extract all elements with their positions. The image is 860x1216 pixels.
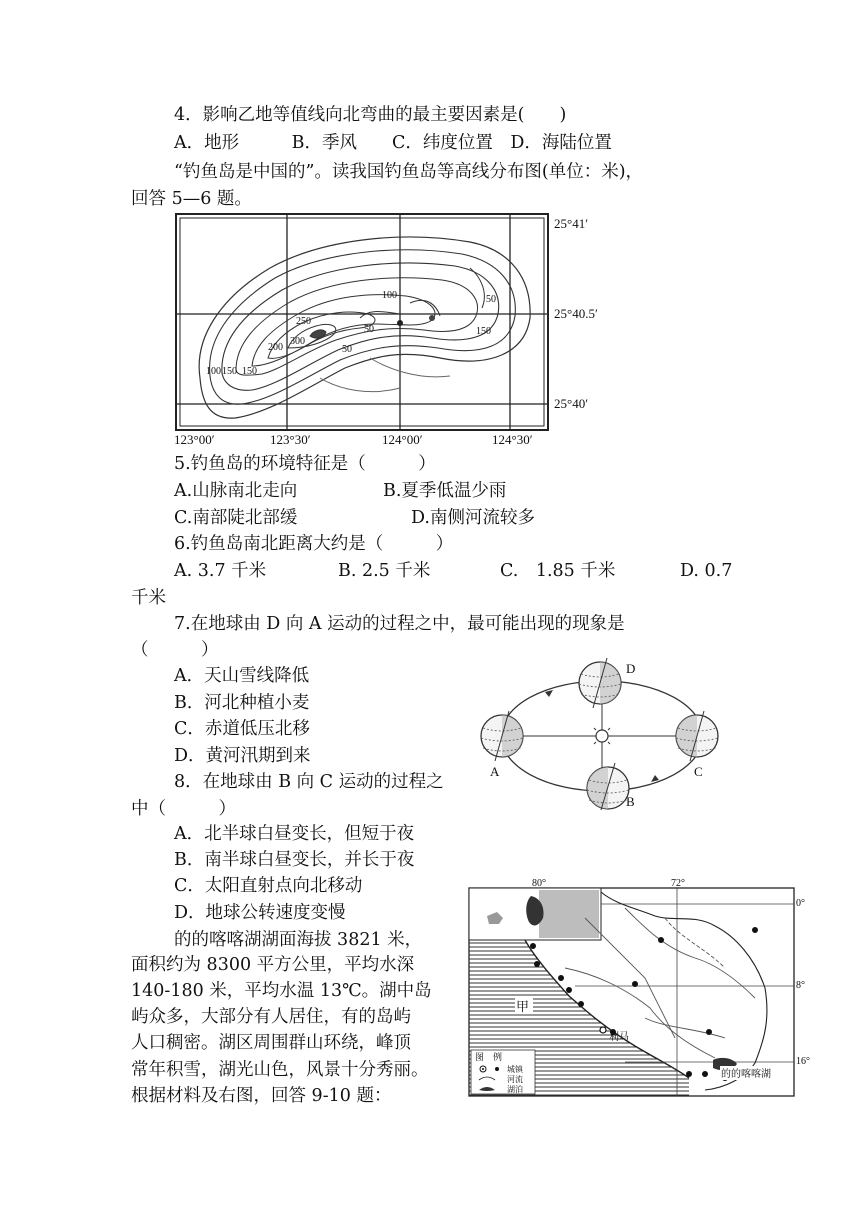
city-label-lima: 利马 xyxy=(609,1032,629,1043)
contour-label: 150 xyxy=(476,326,491,337)
sun-icon xyxy=(590,724,614,748)
lon-label-72: 72° xyxy=(671,878,685,889)
q5-option-b: B.夏季低温少雨 xyxy=(383,481,507,501)
passage-line4: 屿众多，大部分有人居住，有的岛屿 xyxy=(131,1007,411,1027)
q8-stem-cont: 中（ ） xyxy=(131,799,236,819)
lat-label: 25°40′ xyxy=(554,396,589,411)
passage-line5: 人口稠密。湖区周围群山环绕，峰顶 xyxy=(131,1033,411,1053)
earth-position-c xyxy=(676,711,718,761)
passage-line3: 140-180 米，平均水温 13℃。湖中岛 xyxy=(131,981,432,1001)
lon-label: 123°00′ xyxy=(174,432,215,447)
q5-option-d: D.南侧河流较多 xyxy=(411,508,535,528)
q8-option-c: C．太阳直射点向北移动 xyxy=(174,876,363,896)
legend-item: 湖泊 xyxy=(507,1085,523,1094)
passage-line6: 常年积雪，湖光山色，风景十分秀丽。 xyxy=(131,1060,429,1080)
lat-label: 25°40.5′ xyxy=(554,306,598,321)
q7-stem: 7.在地球由 D 向 A 运动的过程之中，最可能出现的现象是 xyxy=(174,614,625,634)
earth-position-d xyxy=(579,658,621,708)
contour-label: 100 xyxy=(206,366,221,377)
contour-label: 50 xyxy=(364,324,374,335)
q7-stem-cont: （ ） xyxy=(131,640,219,660)
lake-label: 的的喀喀湖 xyxy=(721,1069,771,1080)
q4-stem: 4．影响乙地等值线向北弯曲的最主要因素是( ) xyxy=(174,105,567,125)
orbit-label-c: C xyxy=(694,764,703,779)
q7-option-c: C．赤道低压北移 xyxy=(174,719,310,739)
passage-line1: 的的喀喀湖湖面海拔 3821 米， xyxy=(174,930,423,950)
peru-titicaca-map xyxy=(465,878,815,1100)
passage-line7: 根据材料及右图，回答 9-10 题： xyxy=(131,1086,392,1106)
lon-label: 124°30′ xyxy=(492,432,533,447)
orbit-label-b: B xyxy=(626,794,635,809)
orbit-label-d: D xyxy=(626,661,636,676)
contour-label: 200 xyxy=(268,342,283,353)
q5-option-c: C.南部陡北部缓 xyxy=(174,508,298,528)
ocean-label: 甲 xyxy=(516,999,530,1014)
lat-label: 25°41′ xyxy=(554,216,589,231)
lon-label: 123°30′ xyxy=(270,432,311,447)
legend-title: 图 例 xyxy=(475,1052,503,1062)
q6-option-c: C. 1.85 千米 xyxy=(500,561,616,581)
q6-option-a: A. 3.7 千米 xyxy=(174,561,267,581)
q7-option-d: D．黄河汛期到来 xyxy=(174,746,311,766)
q5-stem: 5.钓鱼岛的环境特征是（ ） xyxy=(174,454,436,474)
q7-option-a: A．天山雪线降低 xyxy=(174,666,310,686)
q6-option-d-cont: 千米 xyxy=(131,588,166,608)
contour-label: 150 xyxy=(242,366,257,377)
legend-item: 河流 xyxy=(507,1075,523,1084)
diaoyu-contour-map xyxy=(170,208,630,448)
lon-label-80: 80° xyxy=(532,878,546,889)
earth-position-b xyxy=(587,763,629,810)
q8-stem: 8．在地球由 B 向 C 运动的过程之 xyxy=(174,772,444,792)
q6-option-d: D. 0.7 xyxy=(680,561,733,581)
earth-position-a xyxy=(481,711,523,761)
lat-label-0: 0° xyxy=(796,898,805,909)
legend-item: 城镇 xyxy=(507,1065,523,1074)
contour-label: 100 xyxy=(382,290,397,301)
map-legend xyxy=(471,1050,535,1094)
q6-option-b: B. 2.5 千米 xyxy=(338,561,431,581)
q7-option-b: B．河北种植小麦 xyxy=(174,693,310,713)
contour-label: 250 xyxy=(296,316,311,327)
lat-label-8: 8° xyxy=(796,980,805,991)
intro-5-6-line2: 回答 5—6 题。 xyxy=(131,189,252,209)
q4-options: A．地形 B．季风 C．纬度位置 D．海陆位置 xyxy=(174,133,612,153)
contour-label: 300 xyxy=(290,336,305,347)
q8-option-b: B．南半球白昼变长，并长于夜 xyxy=(174,850,415,870)
contour-label: 50 xyxy=(486,294,496,305)
q6-stem: 6.钓鱼岛南北距离大约是（ ） xyxy=(174,534,454,554)
passage-line2: 面积约为 8300 平方公里，平均水深 xyxy=(131,955,415,975)
contour-label: 50 xyxy=(342,344,352,355)
lon-label: 124°00′ xyxy=(382,432,423,447)
q8-option-a: A．北半球白昼变长，但短于夜 xyxy=(174,824,415,844)
orbit-label-a: A xyxy=(490,764,500,779)
earth-orbit-diagram xyxy=(475,650,730,812)
lat-label-16: 16° xyxy=(796,1056,810,1067)
q5-option-a: A.山脉南北走向 xyxy=(174,481,298,501)
intro-5-6-line1: “钓鱼岛是中国的”。读我国钓鱼岛等高线分布图(单位：米)， xyxy=(174,162,644,182)
q8-option-d: D．地球公转速度变慢 xyxy=(174,903,346,923)
contour-label: 150 xyxy=(222,366,237,377)
